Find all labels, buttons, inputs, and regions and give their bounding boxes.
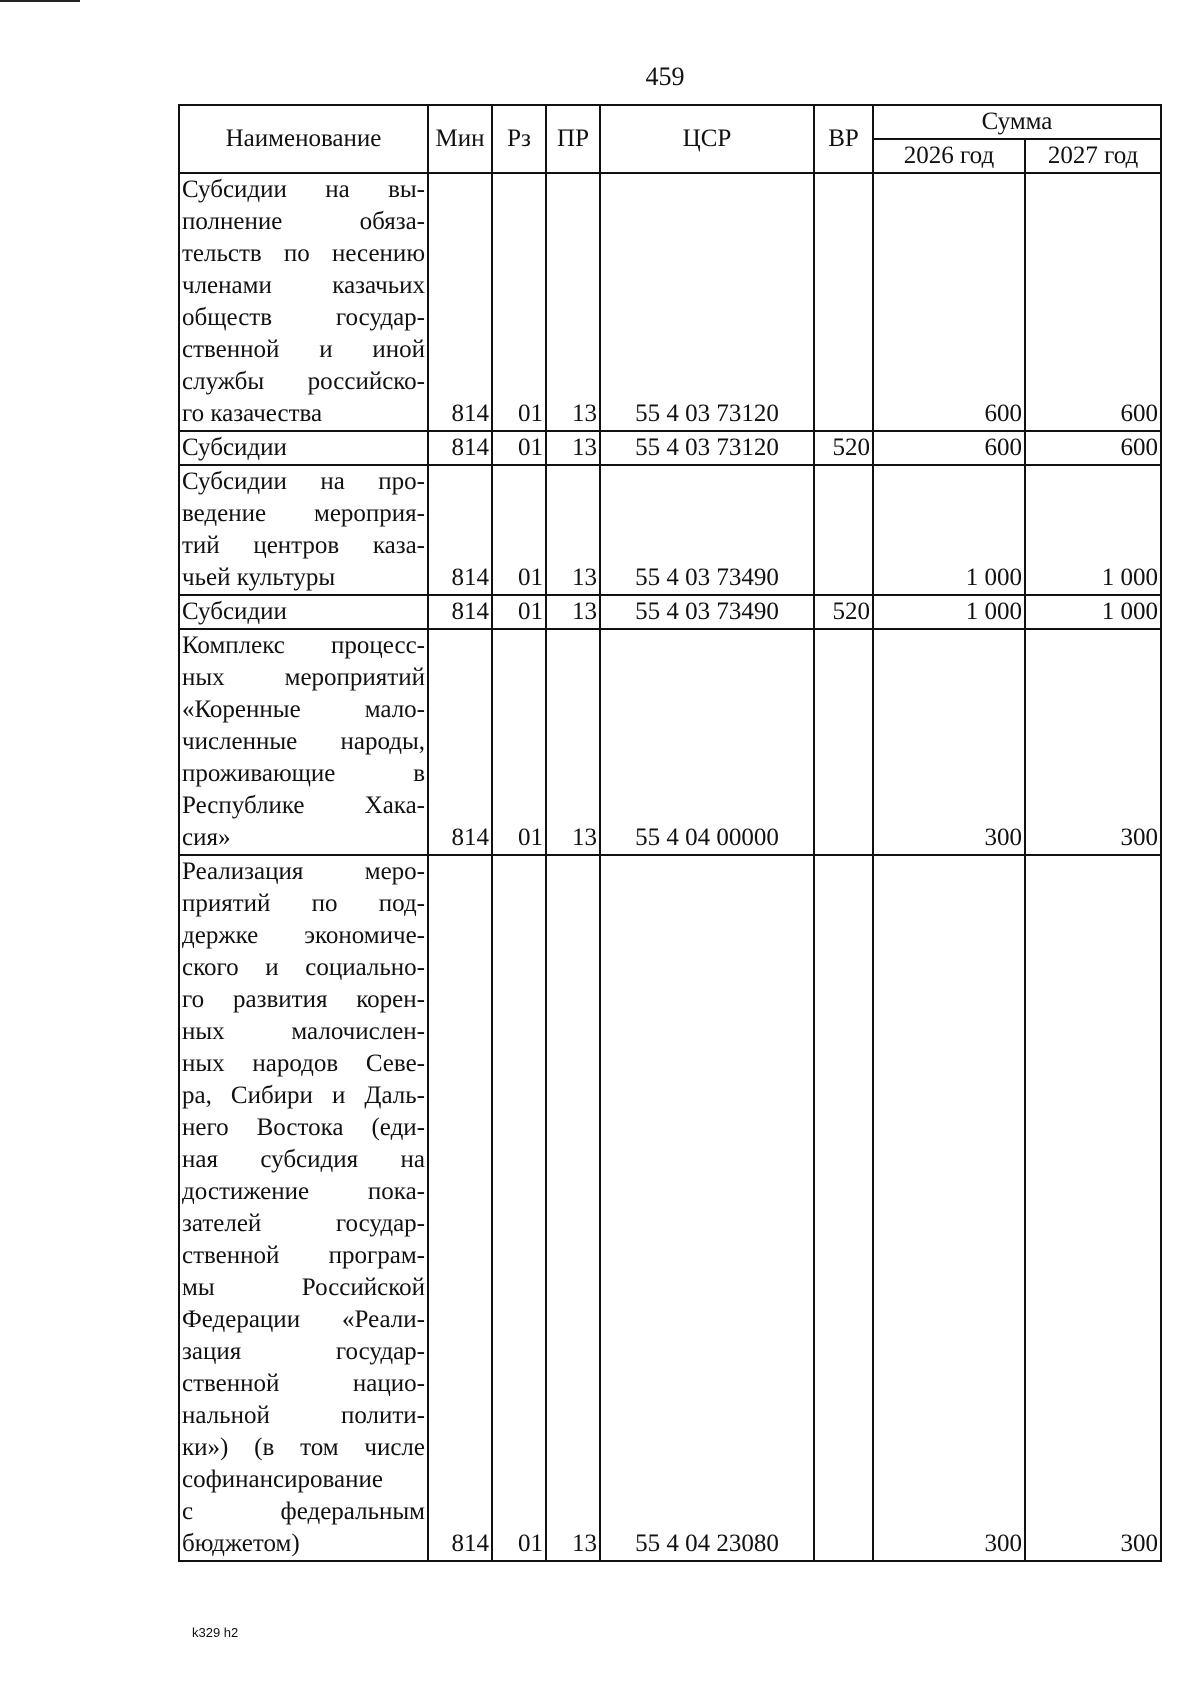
row-vr — [814, 465, 873, 595]
row-min: 814 — [428, 855, 492, 1561]
row-name — [179, 173, 428, 431]
row-csr: 55 4 04 00000 — [600, 629, 814, 855]
page-number: 459 — [645, 62, 685, 91]
header-year-2026: 2026 год — [873, 139, 1025, 173]
header-name: Наименование — [179, 105, 428, 173]
row-pr: 13 — [546, 595, 600, 629]
row-name-line: бюджетом) — [182, 1530, 300, 1557]
row-rz: 01 — [492, 173, 546, 431]
row-name-line: ных мероприятий — [182, 664, 425, 691]
row-csr: 55 4 04 23080 — [600, 855, 814, 1561]
row-sum-2027: 600 — [1025, 173, 1161, 431]
row-name-line: ки») (в том числе — [182, 1434, 425, 1461]
row-sum-2027: 1 000 — [1025, 465, 1161, 595]
corner-mark — [0, 0, 80, 2]
row-vr — [814, 629, 873, 855]
row-min: 814 — [428, 595, 492, 629]
row-vr — [814, 173, 873, 431]
row-name — [179, 431, 428, 465]
row-sum-2026: 300 — [873, 629, 1025, 855]
row-min: 814 — [428, 173, 492, 431]
row-name-line: Субсидии — [182, 598, 287, 625]
row-name-line: нальной полити- — [182, 1402, 425, 1429]
header-csr: ЦСР — [600, 105, 814, 173]
table-row — [179, 431, 1161, 465]
row-name-line: ского и социально- — [182, 954, 425, 981]
row-name-line: мы Российской — [182, 1274, 425, 1301]
table-row — [179, 855, 1161, 1561]
row-name — [179, 629, 428, 855]
row-sum-2027: 300 — [1025, 855, 1161, 1561]
row-name-line: Субсидии на вы- — [182, 176, 425, 203]
row-csr: 55 4 03 73120 — [600, 173, 814, 431]
row-pr: 13 — [546, 629, 600, 855]
header-sum: Сумма — [873, 105, 1161, 139]
row-min: 814 — [428, 629, 492, 855]
table-row — [179, 465, 1161, 595]
row-rz: 01 — [492, 431, 546, 465]
row-name-line: проживающие в — [182, 760, 425, 787]
row-pr: 13 — [546, 855, 600, 1561]
row-rz: 01 — [492, 629, 546, 855]
row-name-line: членами казачьих — [182, 272, 425, 299]
row-name-line: Реализация меро- — [182, 858, 425, 885]
row-csr: 55 4 03 73120 — [600, 431, 814, 465]
row-name-line: численные народы, — [182, 728, 425, 755]
row-rz: 01 — [492, 855, 546, 1561]
header-year-2027: 2027 год — [1025, 139, 1161, 173]
row-name-line: ственной и иной — [182, 336, 425, 363]
row-csr: 55 4 03 73490 — [600, 595, 814, 629]
row-name-line: ных малочислен- — [182, 1018, 425, 1045]
header-pr: ПР — [546, 105, 600, 173]
row-name-line: Федерации «Реали- — [182, 1306, 425, 1333]
row-name-line: Комплекс процесс- — [182, 632, 425, 659]
row-sum-2026: 1 000 — [873, 595, 1025, 629]
table-row — [179, 173, 1161, 431]
row-name-line: тельств по несению — [182, 240, 425, 267]
row-name-line: Субсидии на про- — [182, 468, 425, 495]
row-name-line: ственной програм- — [182, 1242, 425, 1269]
row-name-line: софинансирование — [182, 1466, 383, 1493]
row-csr: 55 4 03 73490 — [600, 465, 814, 595]
row-name-line: го казачества — [182, 400, 323, 427]
row-name-line: тий центров каза- — [182, 532, 425, 559]
row-name-line: обществ государ- — [182, 304, 425, 331]
row-name-line: ных народов Севе- — [182, 1050, 425, 1077]
row-name-line: чьей культуры — [182, 564, 336, 591]
row-name-line: Республике Хака- — [182, 792, 425, 819]
row-vr: 520 — [814, 595, 873, 629]
row-name-line: приятий по под- — [182, 890, 425, 917]
row-name-line: достижение пока- — [182, 1178, 425, 1205]
table-row — [179, 629, 1161, 855]
row-name-line: го развития корен- — [182, 986, 425, 1013]
row-name-line: ная субсидия на — [182, 1146, 425, 1173]
row-sum-2026: 600 — [873, 173, 1025, 431]
row-min: 814 — [428, 431, 492, 465]
table-body — [179, 173, 1161, 1561]
row-name-line: Субсидии — [182, 434, 287, 461]
row-name-line: зателей государ- — [182, 1210, 425, 1237]
row-name-line: ведение мероприя- — [182, 500, 425, 527]
row-vr: 520 — [814, 431, 873, 465]
row-vr — [814, 855, 873, 1561]
row-rz: 01 — [492, 595, 546, 629]
row-sum-2026: 1 000 — [873, 465, 1025, 595]
row-name-line: держке экономиче- — [182, 922, 425, 949]
row-sum-2026: 300 — [873, 855, 1025, 1561]
row-name-line: ственной нацио- — [182, 1370, 425, 1397]
row-name-line: него Востока (еди- — [182, 1114, 425, 1141]
header-min: Мин — [428, 105, 492, 173]
row-pr: 13 — [546, 465, 600, 595]
row-sum-2027: 1 000 — [1025, 595, 1161, 629]
row-name-line: ра, Сибири и Даль- — [182, 1082, 425, 1109]
table-row — [179, 595, 1161, 629]
row-sum-2026: 600 — [873, 431, 1025, 465]
row-name-line: полнение обяза- — [182, 208, 425, 235]
row-name — [179, 595, 428, 629]
row-name-line: «Коренные мало- — [182, 696, 425, 723]
row-name-line: службы российско- — [182, 368, 425, 395]
footer-code: k329 h2 — [192, 1625, 239, 1640]
row-min: 814 — [428, 465, 492, 595]
row-name-line: зация государ- — [182, 1338, 425, 1365]
row-pr: 13 — [546, 173, 600, 431]
row-sum-2027: 300 — [1025, 629, 1161, 855]
row-name-line: сия» — [182, 824, 231, 851]
row-pr: 13 — [546, 431, 600, 465]
budget-table — [178, 104, 1162, 1562]
row-name — [179, 855, 428, 1561]
row-sum-2027: 600 — [1025, 431, 1161, 465]
row-name-line: с федеральным — [182, 1498, 425, 1525]
row-rz: 01 — [492, 465, 546, 595]
header-vr: ВР — [814, 105, 873, 173]
header-rz: Рз — [492, 105, 546, 173]
row-name — [179, 465, 428, 595]
